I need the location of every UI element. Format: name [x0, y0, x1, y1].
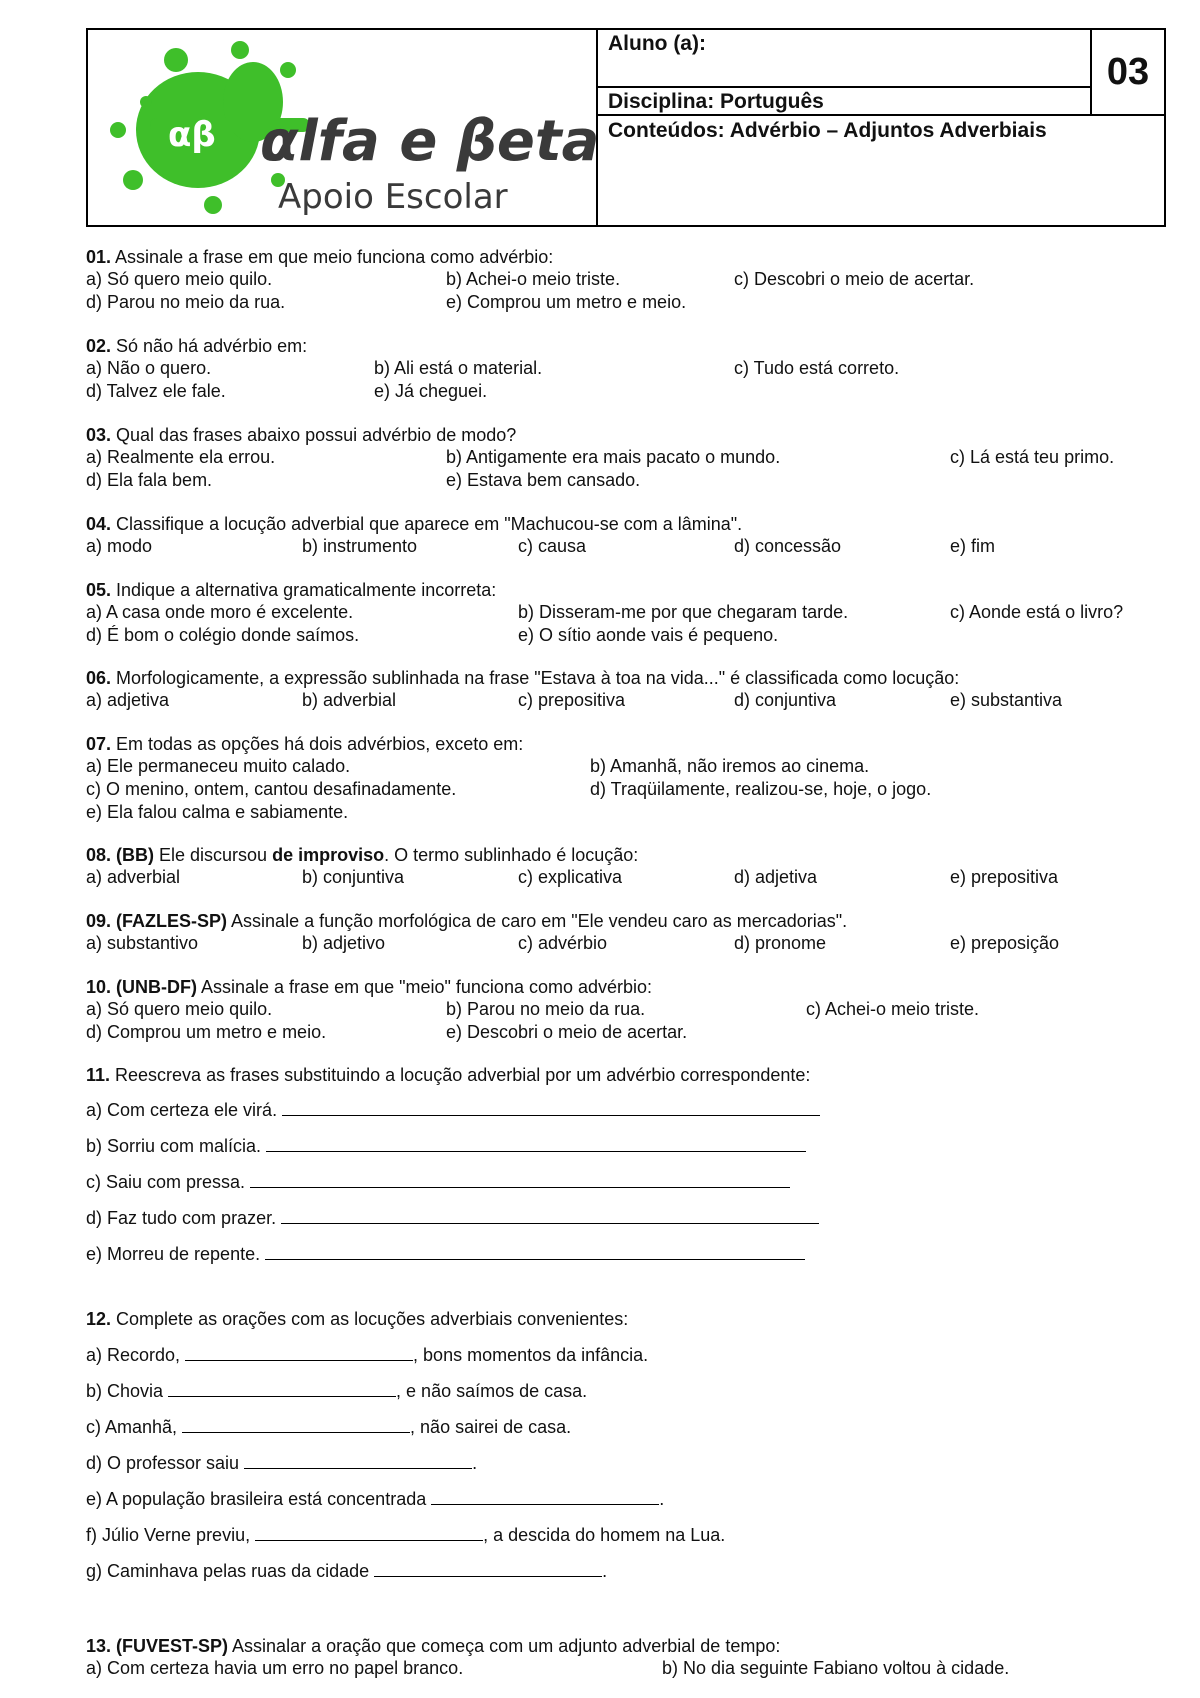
complete-item-b-pre: b) Chovia: [86, 1381, 169, 1401]
question-number: 06.: [86, 668, 112, 688]
logo-splash-icon: [88, 30, 596, 225]
question-number: 11.: [86, 1065, 111, 1085]
complete-item-f-post: , a descida do homem na Lua.: [483, 1525, 726, 1545]
rewrite-item-a: a) Com certeza ele virá.: [86, 1100, 278, 1120]
question-number: 03.: [86, 425, 112, 445]
answer-blank[interactable]: [255, 1523, 483, 1541]
question-text: Assinale a função morfológica de caro em "Ele vendeu caro as mercadorias".: [227, 911, 848, 931]
option-e[interactable]: e) O sítio aonde vais é pequeno.: [518, 625, 779, 645]
option-e[interactable]: e) prepositiva: [950, 867, 1059, 887]
question-02: [86, 335, 900, 404]
student-name-field[interactable]: [598, 30, 1092, 88]
option-e[interactable]: e) Já cheguei.: [374, 381, 488, 401]
rewrite-item-c: c) Saiu com pressa.: [86, 1172, 246, 1192]
question-number: 10. (UNB-DF): [86, 977, 197, 997]
answer-blank[interactable]: [244, 1451, 472, 1469]
question-term: de improviso: [272, 845, 385, 865]
contents-label: Conteúdos: Advérbio – Adjuntos Adverbiais: [608, 119, 1047, 142]
question-text: Complete as orações com as locuções adverbiais convenientes:: [111, 1309, 629, 1329]
option-a[interactable]: a) Realmente ela errou.: [86, 447, 276, 467]
option-c[interactable]: c) Achei-o meio triste.: [806, 999, 980, 1019]
logo: [88, 30, 598, 225]
option-b[interactable]: b) instrumento: [302, 536, 418, 556]
option-d[interactable]: d) adjetiva: [734, 867, 818, 887]
option-a[interactable]: a) substantivo: [86, 933, 199, 953]
question-text-post: . O termo sublinhado é locução:: [384, 845, 639, 865]
option-a[interactable]: a) adverbial: [86, 867, 181, 887]
question-07: [86, 733, 932, 825]
option-c[interactable]: c) causa: [518, 536, 587, 556]
question-text-pre: Ele discursou: [154, 845, 273, 865]
option-e[interactable]: e) fim: [950, 536, 995, 556]
option-e[interactable]: e) Estava bem cansado.: [446, 470, 641, 490]
option-a[interactable]: a) Com certeza havia um erro no papel branco.: [86, 1658, 464, 1678]
question-number: 04.: [86, 514, 112, 534]
complete-item-e-post: .: [659, 1489, 665, 1509]
option-b[interactable]: b) Disseram-me por que chegaram tarde.: [518, 602, 849, 622]
option-d[interactable]: d) Comprou um metro e meio.: [86, 1022, 327, 1042]
complete-item-g-pre: g) Caminhava pelas ruas da cidade: [86, 1561, 375, 1581]
option-d[interactable]: d) conjuntiva: [734, 690, 837, 710]
question-11: [86, 1064, 820, 1266]
question-text: Em todas as opções há dois advérbios, exceto em:: [111, 734, 524, 754]
complete-item-c-post: , não sairei de casa.: [410, 1417, 572, 1437]
subject-row: [598, 88, 1092, 116]
option-d[interactable]: d) Ela fala bem.: [86, 470, 213, 490]
worksheet-number: 03: [1090, 30, 1164, 116]
option-a[interactable]: a) Ele permaneceu muito calado.: [86, 756, 351, 776]
question-number: 08. (BB): [86, 845, 155, 865]
option-e[interactable]: e) Descobri o meio de acertar.: [446, 1022, 688, 1042]
question-13: [86, 1635, 1010, 1681]
question-text: Reescreva as frases substituindo a locução adverbial por um advérbio correspondente:: [110, 1065, 811, 1085]
option-b[interactable]: b) No dia seguinte Fabiano voltou à cidade.: [662, 1658, 1010, 1678]
option-d[interactable]: d) Parou no meio da rua.: [86, 292, 286, 312]
option-d[interactable]: d) Traqüilamente, realizou-se, hoje, o jogo.: [590, 779, 932, 799]
answer-blank[interactable]: [168, 1379, 396, 1397]
option-c[interactable]: c) Tudo está correto.: [734, 358, 900, 378]
question-03: [86, 424, 1115, 493]
question-number: 13. (FUVEST-SP): [86, 1636, 229, 1656]
option-b[interactable]: b) adjetivo: [302, 933, 386, 953]
logo-symbol: αβ: [168, 115, 216, 155]
question-text: Só não há advérbio em:: [111, 336, 308, 356]
option-e[interactable]: e) preposição: [950, 933, 1060, 953]
question-06: [86, 667, 1063, 713]
question-10: [86, 976, 980, 1045]
logo-tagline: Apoio Escolar: [278, 177, 508, 217]
complete-item-e-pre: e) A população brasileira está concentrada: [86, 1489, 432, 1509]
question-text: Qual das frases abaixo possui advérbio de modo?: [111, 425, 517, 445]
option-d[interactable]: d) concessão: [734, 536, 842, 556]
question-text: Assinale a frase em que "meio" funciona como advérbio:: [197, 977, 653, 997]
option-c[interactable]: c) advérbio: [518, 933, 608, 953]
option-c[interactable]: c) Aonde está o livro?: [950, 602, 1124, 622]
option-b[interactable]: b) Achei-o meio triste.: [446, 269, 621, 289]
complete-item-f-pre: f) Júlio Verne previu,: [86, 1525, 256, 1545]
answer-blank[interactable]: [185, 1343, 413, 1361]
answer-blank[interactable]: [431, 1487, 659, 1505]
option-d[interactable]: d) Talvez ele fale.: [86, 381, 226, 401]
complete-item-b-post: , e não saímos de casa.: [396, 1381, 588, 1401]
question-number: 05.: [86, 580, 112, 600]
option-b[interactable]: b) conjuntiva: [302, 867, 405, 887]
answer-blank[interactable]: [374, 1559, 602, 1577]
option-b[interactable]: b) Amanhã, não iremos ao cinema.: [590, 756, 870, 776]
question-text: Assinalar a oração que começa com um adjunto adverbial de tempo:: [228, 1636, 781, 1656]
worksheet-header: [86, 28, 1166, 227]
option-c[interactable]: c) Lá está teu primo.: [950, 447, 1115, 467]
question-text: Classifique a locução adverbial que aparece em "Machucou-se com a lâmina".: [111, 514, 743, 534]
option-a[interactable]: a) modo: [86, 536, 153, 556]
question-09: [86, 910, 1060, 956]
complete-item-g-post: .: [602, 1561, 608, 1581]
option-b[interactable]: b) Ali está o material.: [374, 358, 543, 378]
contents-row: [598, 116, 1047, 146]
option-a[interactable]: a) Só quero meio quilo.: [86, 999, 273, 1019]
complete-item-c-pre: c) Amanhã,: [86, 1417, 183, 1437]
complete-item-a-pre: a) Recordo,: [86, 1345, 186, 1365]
question-text: Assinale a frase em que meio funciona como advérbio:: [111, 247, 554, 267]
question-01: [86, 246, 975, 315]
option-d[interactable]: d) É bom o colégio donde saímos.: [86, 625, 360, 645]
question-number: 07.: [86, 734, 112, 754]
option-d[interactable]: d) pronome: [734, 933, 827, 953]
option-c[interactable]: c) O menino, ontem, cantou desafinadamente.: [86, 779, 457, 799]
answer-blank[interactable]: [250, 1170, 790, 1188]
complete-item-a-post: , bons momentos da infância.: [413, 1345, 649, 1365]
rewrite-item-d: d) Faz tudo com prazer.: [86, 1208, 277, 1228]
question-number: 02.: [86, 336, 112, 356]
question-number: 01.: [86, 247, 112, 267]
option-e[interactable]: e) Comprou um metro e meio.: [446, 292, 687, 312]
option-c[interactable]: c) explicativa: [518, 867, 623, 887]
option-a[interactable]: a) Não o quero.: [86, 358, 212, 378]
subject-label: Disciplina: Português: [608, 90, 824, 113]
option-a[interactable]: a) adjetiva: [86, 690, 170, 710]
option-b[interactable]: b) Antigamente era mais pacato o mundo.: [446, 447, 781, 467]
answer-blank[interactable]: [182, 1415, 410, 1433]
logo-name: αlfa e βeta: [260, 109, 596, 174]
option-e[interactable]: e) Ela falou calma e sabiamente.: [86, 802, 349, 822]
option-e[interactable]: e) substantiva: [950, 690, 1063, 710]
option-b[interactable]: b) adverbial: [302, 690, 397, 710]
question-12: [86, 1308, 725, 1583]
question-04: [86, 513, 995, 559]
option-a[interactable]: a) Só quero meio quilo.: [86, 269, 273, 289]
complete-item-d-post: .: [472, 1453, 478, 1473]
question-number: 12.: [86, 1309, 112, 1329]
question-text: Morfologicamente, a expressão sublinhada na frase "Estava à toa na vida..." é classificada como locução:: [111, 668, 960, 688]
complete-item-d-pre: d) O professor saiu: [86, 1453, 245, 1473]
question-number: 09. (FAZLES-SP): [86, 911, 228, 931]
option-b[interactable]: b) Parou no meio da rua.: [446, 999, 646, 1019]
answer-blank[interactable]: [282, 1098, 820, 1116]
option-a[interactable]: a) A casa onde moro é excelente.: [86, 602, 354, 622]
student-label: Aluno (a):: [608, 32, 706, 55]
rewrite-item-b: b) Sorriu com malícia.: [86, 1136, 262, 1156]
option-c[interactable]: c) Descobri o meio de acertar.: [734, 269, 975, 289]
rewrite-item-e: e) Morreu de repente.: [86, 1244, 261, 1264]
answer-blank[interactable]: [266, 1134, 806, 1152]
answer-blank[interactable]: [265, 1242, 805, 1260]
option-c[interactable]: c) prepositiva: [518, 690, 626, 710]
question-05: [86, 579, 1124, 648]
question-08: [86, 844, 1059, 890]
question-text: Indique a alternativa gramaticalmente incorreta:: [111, 580, 497, 600]
answer-blank[interactable]: [281, 1206, 819, 1224]
